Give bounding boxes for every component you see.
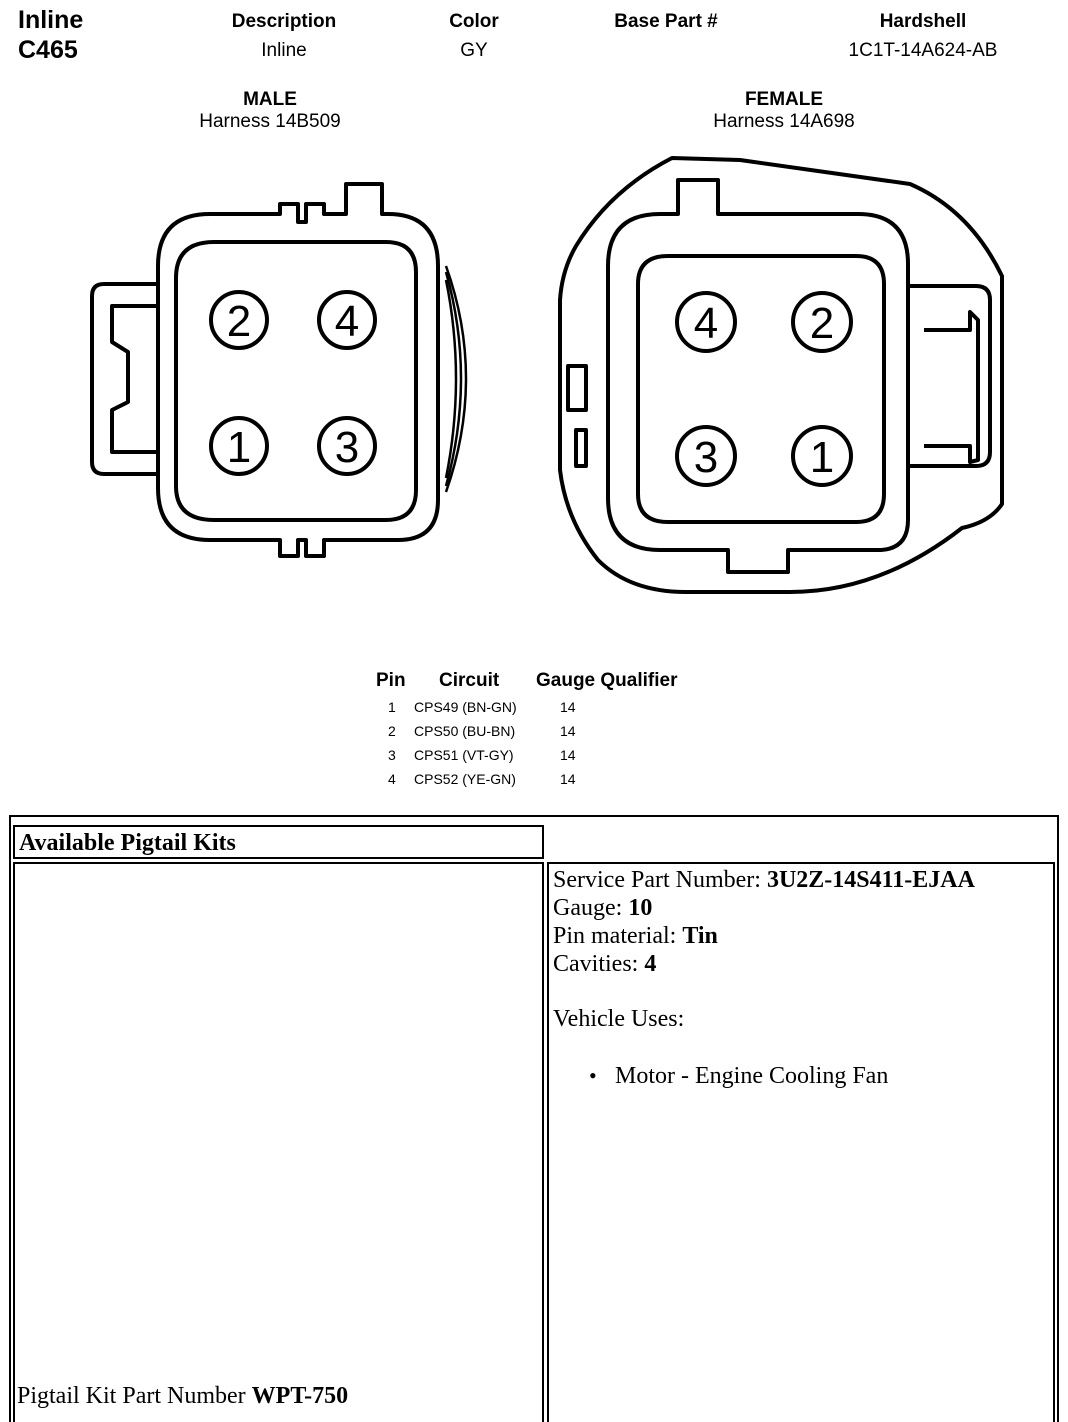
pin-table-header [372, 670, 712, 694]
male-harness: Harness 14B509 [199, 111, 341, 132]
description-value: Inline [261, 40, 307, 61]
table-row [372, 696, 712, 720]
cavities-label: Cavities: [553, 951, 645, 977]
gauge-line [553, 894, 1049, 922]
female-harness: Harness 14A698 [713, 111, 855, 132]
hardshell-value: 1C1T-14A624-AB [848, 40, 998, 61]
male-pin-label: 4 [334, 297, 360, 346]
male-title: MALE [243, 89, 297, 110]
pin-cell: 2 [388, 723, 396, 739]
gauge-column-header: Gauge Qualifier [536, 670, 678, 691]
color-value: GY [460, 40, 488, 61]
female-pin-labels [694, 299, 834, 482]
male-pin-label: 3 [334, 423, 360, 472]
connector-title-line2: C465 [18, 36, 78, 64]
service-part-line [553, 866, 1049, 894]
cavities-line [553, 950, 1049, 978]
gauge-cell: 14 [560, 699, 576, 715]
female-pin-label: 2 [809, 299, 835, 348]
color-label: Color [449, 11, 499, 32]
gauge-value: 10 [628, 895, 653, 921]
description-label: Description [231, 11, 337, 32]
female-pin-label: 4 [693, 299, 719, 348]
pin-column-header: Pin [376, 670, 406, 691]
gauge-label: Gauge: [553, 895, 629, 921]
service-part-value: 3U2Z-14S411-EJAA [766, 867, 975, 893]
vehicle-uses-label: Vehicle Uses: [553, 1006, 685, 1032]
gauge-cell: 14 [560, 771, 576, 787]
hardshell-label: Hardshell [879, 11, 967, 32]
female-title: FEMALE [744, 89, 824, 110]
pigtail-kit-part [17, 1382, 348, 1410]
kit-part-label: Pigtail Kit Part Number [17, 1383, 252, 1409]
table-row [372, 768, 712, 792]
circuit-cell: CPS49 (BN-GN) [414, 699, 517, 715]
male-pin-label: 1 [226, 423, 252, 472]
circuit-cell: CPS52 (YE-GN) [414, 771, 516, 787]
pigtail-heading-cell [13, 825, 544, 859]
pin-material-value: Tin [682, 923, 718, 949]
male-pin-labels [227, 297, 359, 472]
base-part-label: Base Part # [614, 11, 718, 32]
pigtail-kit-cell [13, 862, 544, 1422]
list-item: • Motor - Engine Cooling Fan [553, 1062, 1049, 1090]
male-connector-drawing [92, 184, 466, 556]
female-pin-label: 1 [809, 433, 835, 482]
pin-table [372, 670, 712, 792]
connector-diagram [0, 0, 1068, 640]
female-pin-label: 3 [693, 433, 719, 482]
cavities-value: 4 [644, 951, 657, 977]
gauge-cell: 14 [560, 747, 576, 763]
pin-material-line [553, 922, 1049, 950]
pin-cell: 1 [388, 699, 396, 715]
circuit-column-header: Circuit [439, 670, 500, 691]
kit-part-number: WPT-750 [251, 1383, 349, 1409]
male-pin-label: 2 [226, 297, 252, 346]
connector-title-line1: Inline [18, 6, 84, 34]
table-row [372, 720, 712, 744]
pin-cell: 3 [388, 747, 396, 763]
pin-cell: 4 [388, 771, 396, 787]
table-row [372, 744, 712, 768]
pigtail-heading: Available Pigtail Kits [19, 830, 236, 856]
pigtail-details-cell [547, 862, 1055, 1422]
pin-material-label: Pin material: [553, 923, 683, 949]
gauge-cell: 14 [560, 723, 576, 739]
pin-table-body [372, 696, 712, 792]
circuit-cell: CPS50 (BU-BN) [414, 723, 516, 739]
circuit-cell: CPS51 (VT-GY) [414, 747, 514, 763]
service-part-label: Service Part Number: [553, 867, 767, 893]
vehicle-uses-list [553, 1062, 1049, 1090]
female-connector-drawing [560, 158, 1002, 592]
